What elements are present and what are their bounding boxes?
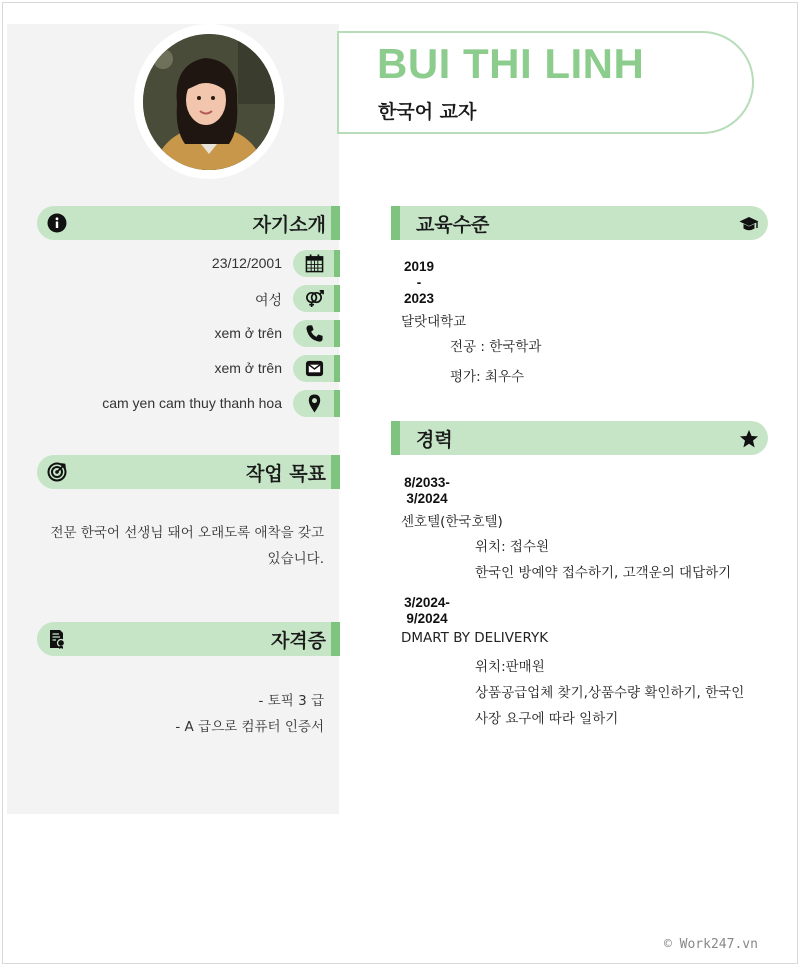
watermark: © Work247.vn: [664, 937, 758, 952]
email-pill: [293, 355, 340, 382]
experience-duties: [475, 680, 744, 732]
job-title: 한국어 교자: [378, 101, 477, 123]
experience-duties: [475, 560, 731, 586]
experience-duty-line: 한국인 방예약 접수하기, 고객운의 대답하기: [475, 565, 732, 581]
full-name: BUI THI LINH: [377, 40, 645, 87]
target-icon: [47, 462, 67, 482]
certificates-list: [175, 688, 324, 740]
experience-position: 위치:판매원: [475, 659, 545, 675]
education-header: [391, 206, 768, 240]
experience-period-end: 9/2024: [406, 611, 448, 626]
experience-period-start: 8/2033-: [404, 475, 450, 490]
phone-value: xem ở trên: [214, 325, 282, 341]
birthday-value: 23/12/2001: [211, 255, 282, 271]
email-value: xem ở trên: [214, 360, 282, 376]
certificate-icon: [47, 629, 67, 649]
birthday-row: [40, 250, 340, 278]
certificate-item: - 토픽 3 급: [258, 693, 324, 709]
envelope-icon: [305, 359, 324, 378]
education-major: 전공 : 한국학과: [450, 339, 542, 355]
experience-period: [398, 475, 456, 507]
objective-text: [50, 520, 324, 572]
gender-icon: [305, 289, 324, 308]
objective-title: 작업 목표: [245, 463, 326, 485]
about-header: [37, 206, 340, 240]
email-row: [40, 355, 340, 383]
education-period: [398, 259, 440, 307]
address-pill: [293, 390, 340, 417]
certificate-item: - A 급으로 컴퓨터 인증서: [175, 719, 324, 735]
map-marker-icon: [305, 394, 324, 413]
gender-row: [40, 285, 340, 313]
certificates-title: 자격증: [270, 630, 326, 652]
education-year-end: 2023: [403, 291, 435, 306]
gender-pill: [293, 285, 340, 312]
education-dash: -: [416, 275, 422, 290]
education-title: 교육수준: [416, 214, 490, 236]
experience-header: [391, 421, 768, 455]
address-row: [40, 390, 340, 418]
phone-pill: [293, 320, 340, 347]
objective-header: [37, 455, 340, 489]
objective-line-1: 전문 한국어 선생님 돼어 오래도록 애착을 갖고: [50, 525, 324, 541]
phone-icon: [305, 324, 324, 343]
experience-duty-line: 사장 요구에 따라 일하기: [475, 711, 619, 727]
graduation-cap-icon: [739, 214, 759, 234]
experience-title: 경력: [416, 429, 453, 451]
calendar-icon: [305, 254, 324, 273]
gender-value: 여성: [254, 292, 282, 308]
experience-period-start: 3/2024-: [404, 595, 450, 610]
experience-company: 센호텔(한국호텔): [401, 514, 503, 530]
experience-position: 위치: 접수원: [475, 539, 550, 555]
phone-row: [40, 320, 340, 348]
education-grade: 평가: 최우수: [450, 369, 525, 385]
experience-company: DMART BY DELIVERYK: [401, 630, 549, 646]
experience-period: [398, 595, 456, 627]
education-year-start: 2019: [403, 259, 435, 274]
certificates-header: [37, 622, 340, 656]
address-value: cam yen cam thuy thanh hoa: [102, 395, 282, 411]
birthday-pill: [293, 250, 340, 277]
info-icon: [47, 213, 67, 233]
avatar: [143, 34, 275, 170]
objective-line-2: 있습니다.: [267, 551, 324, 567]
about-title: 자기소개: [252, 214, 326, 236]
education-school: 달랏대학교: [401, 314, 467, 330]
star-icon: [739, 429, 759, 449]
experience-period-end: 3/2024: [406, 491, 448, 506]
experience-duty-line: 상품공급업체 찾기,상품수량 확인하기, 한국인: [475, 685, 745, 701]
